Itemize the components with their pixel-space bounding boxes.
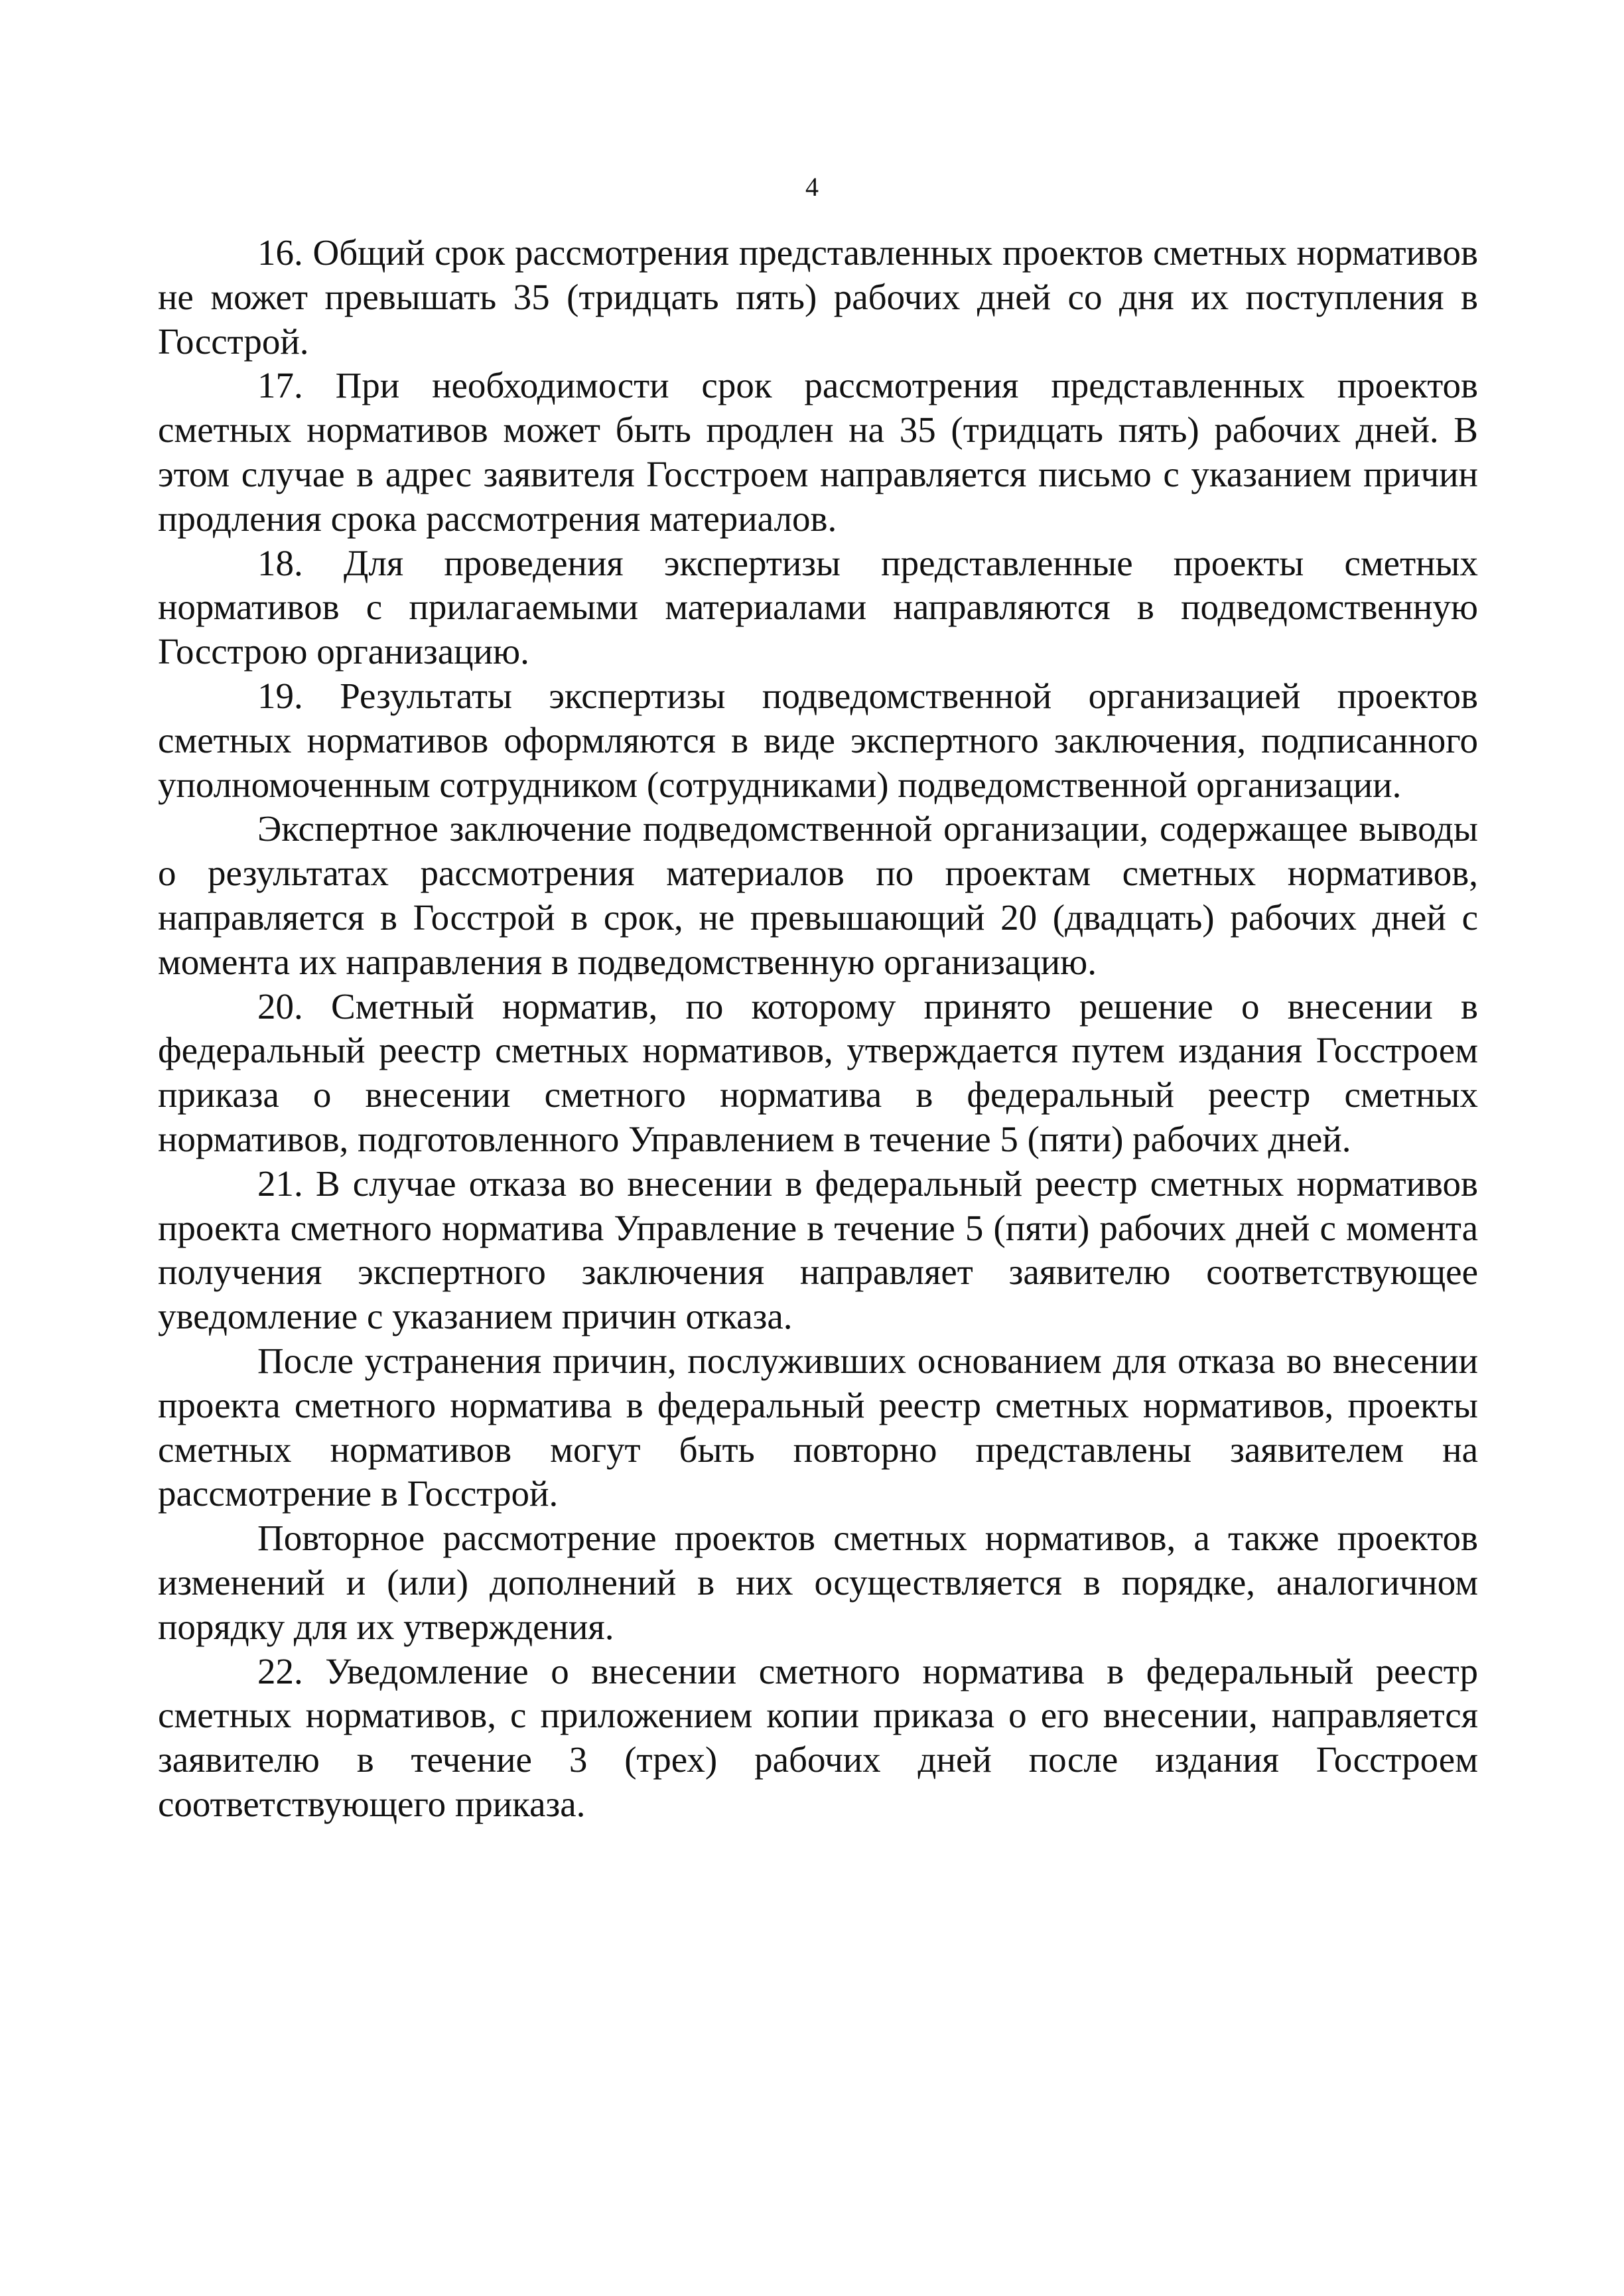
page-number: 4: [805, 172, 819, 202]
paragraph-item-17: 17. При необходимости срок рассмотрения представленных проектов сметных нормативов может быть продлен на 35 (тридцать пять) рабочих дней. В этом случае в адрес заявителя Госстроем направляется письмо с указанием причин продления срока рассмотрения материалов.: [158, 365, 1478, 539]
paragraph-expert-conclusion: Экспертное заключение подведомственной организации, содержащее выводы о результатах рассмотрения материалов по проектам сметных нормативов, направляется в Госстрой в срок, не превышающий 20 (двадцать) рабочих дней с момента их направления в подведомственную организацию.: [158, 808, 1478, 982]
paragraph-item-19: 19. Результаты экспертизы подведомственной организацией проектов сметных нормативов оформляются в виде экспертного заключения, подписанного уполномоченным сотрудником (сотрудниками) подведомственной организации.: [158, 675, 1478, 805]
paragraph-item-22: 22. Уведомление о внесении сметного норматива в федеральный реестр сметных нормативов, с приложением копии приказа о его внесении, направляется заявителю в течение 3 (трех) рабочих дней после издания Госстроем соответствующего приказа.: [158, 1650, 1478, 1824]
paragraph-repeat-review: Повторное рассмотрение проектов сметных нормативов, а также проектов изменений и (или) дополнений в них осуществляется в порядке, аналогичном порядку для их утверждения.: [158, 1518, 1478, 1647]
paragraph-after-elimination: После устранения причин, послуживших основанием для отказа во внесении проекта сметного норматива в федеральный реестр сметных нормативов, проекты сметных нормативов могут быть повторно представлены заявителем на рассмотрение в Госстрой.: [158, 1340, 1478, 1514]
paragraph-item-16: 16. Общий срок рассмотрения представленных проектов сметных нормативов не может превышать 35 (тридцать пять) рабочих дней со дня их поступления в Госстрой.: [158, 232, 1478, 362]
paragraph-item-18: 18. Для проведения экспертизы представленные проекты сметных нормативов с прилагаемыми материалами направляются в подведомственную Госстрою организацию.: [158, 542, 1478, 672]
paragraph-item-20: 20. Сметный норматив, по которому принято решение о внесении в федеральный реестр сметных нормативов, утверждается путем издания Госстроем приказа о внесении сметного норматива в федеральный реестр сметных нормативов, подготовленного Управлением в течение 5 (пяти) рабочих дней.: [158, 985, 1478, 1159]
document-body: [158, 231, 1478, 1827]
paragraph-item-21: 21. В случае отказа во внесении в федеральный реестр сметных нормативов проекта сметного норматива Управление в течение 5 (пяти) рабочих дней с момента получения экспертного заключения направляет заявителю соответствующее уведомление с указанием причин отказа.: [158, 1163, 1478, 1337]
